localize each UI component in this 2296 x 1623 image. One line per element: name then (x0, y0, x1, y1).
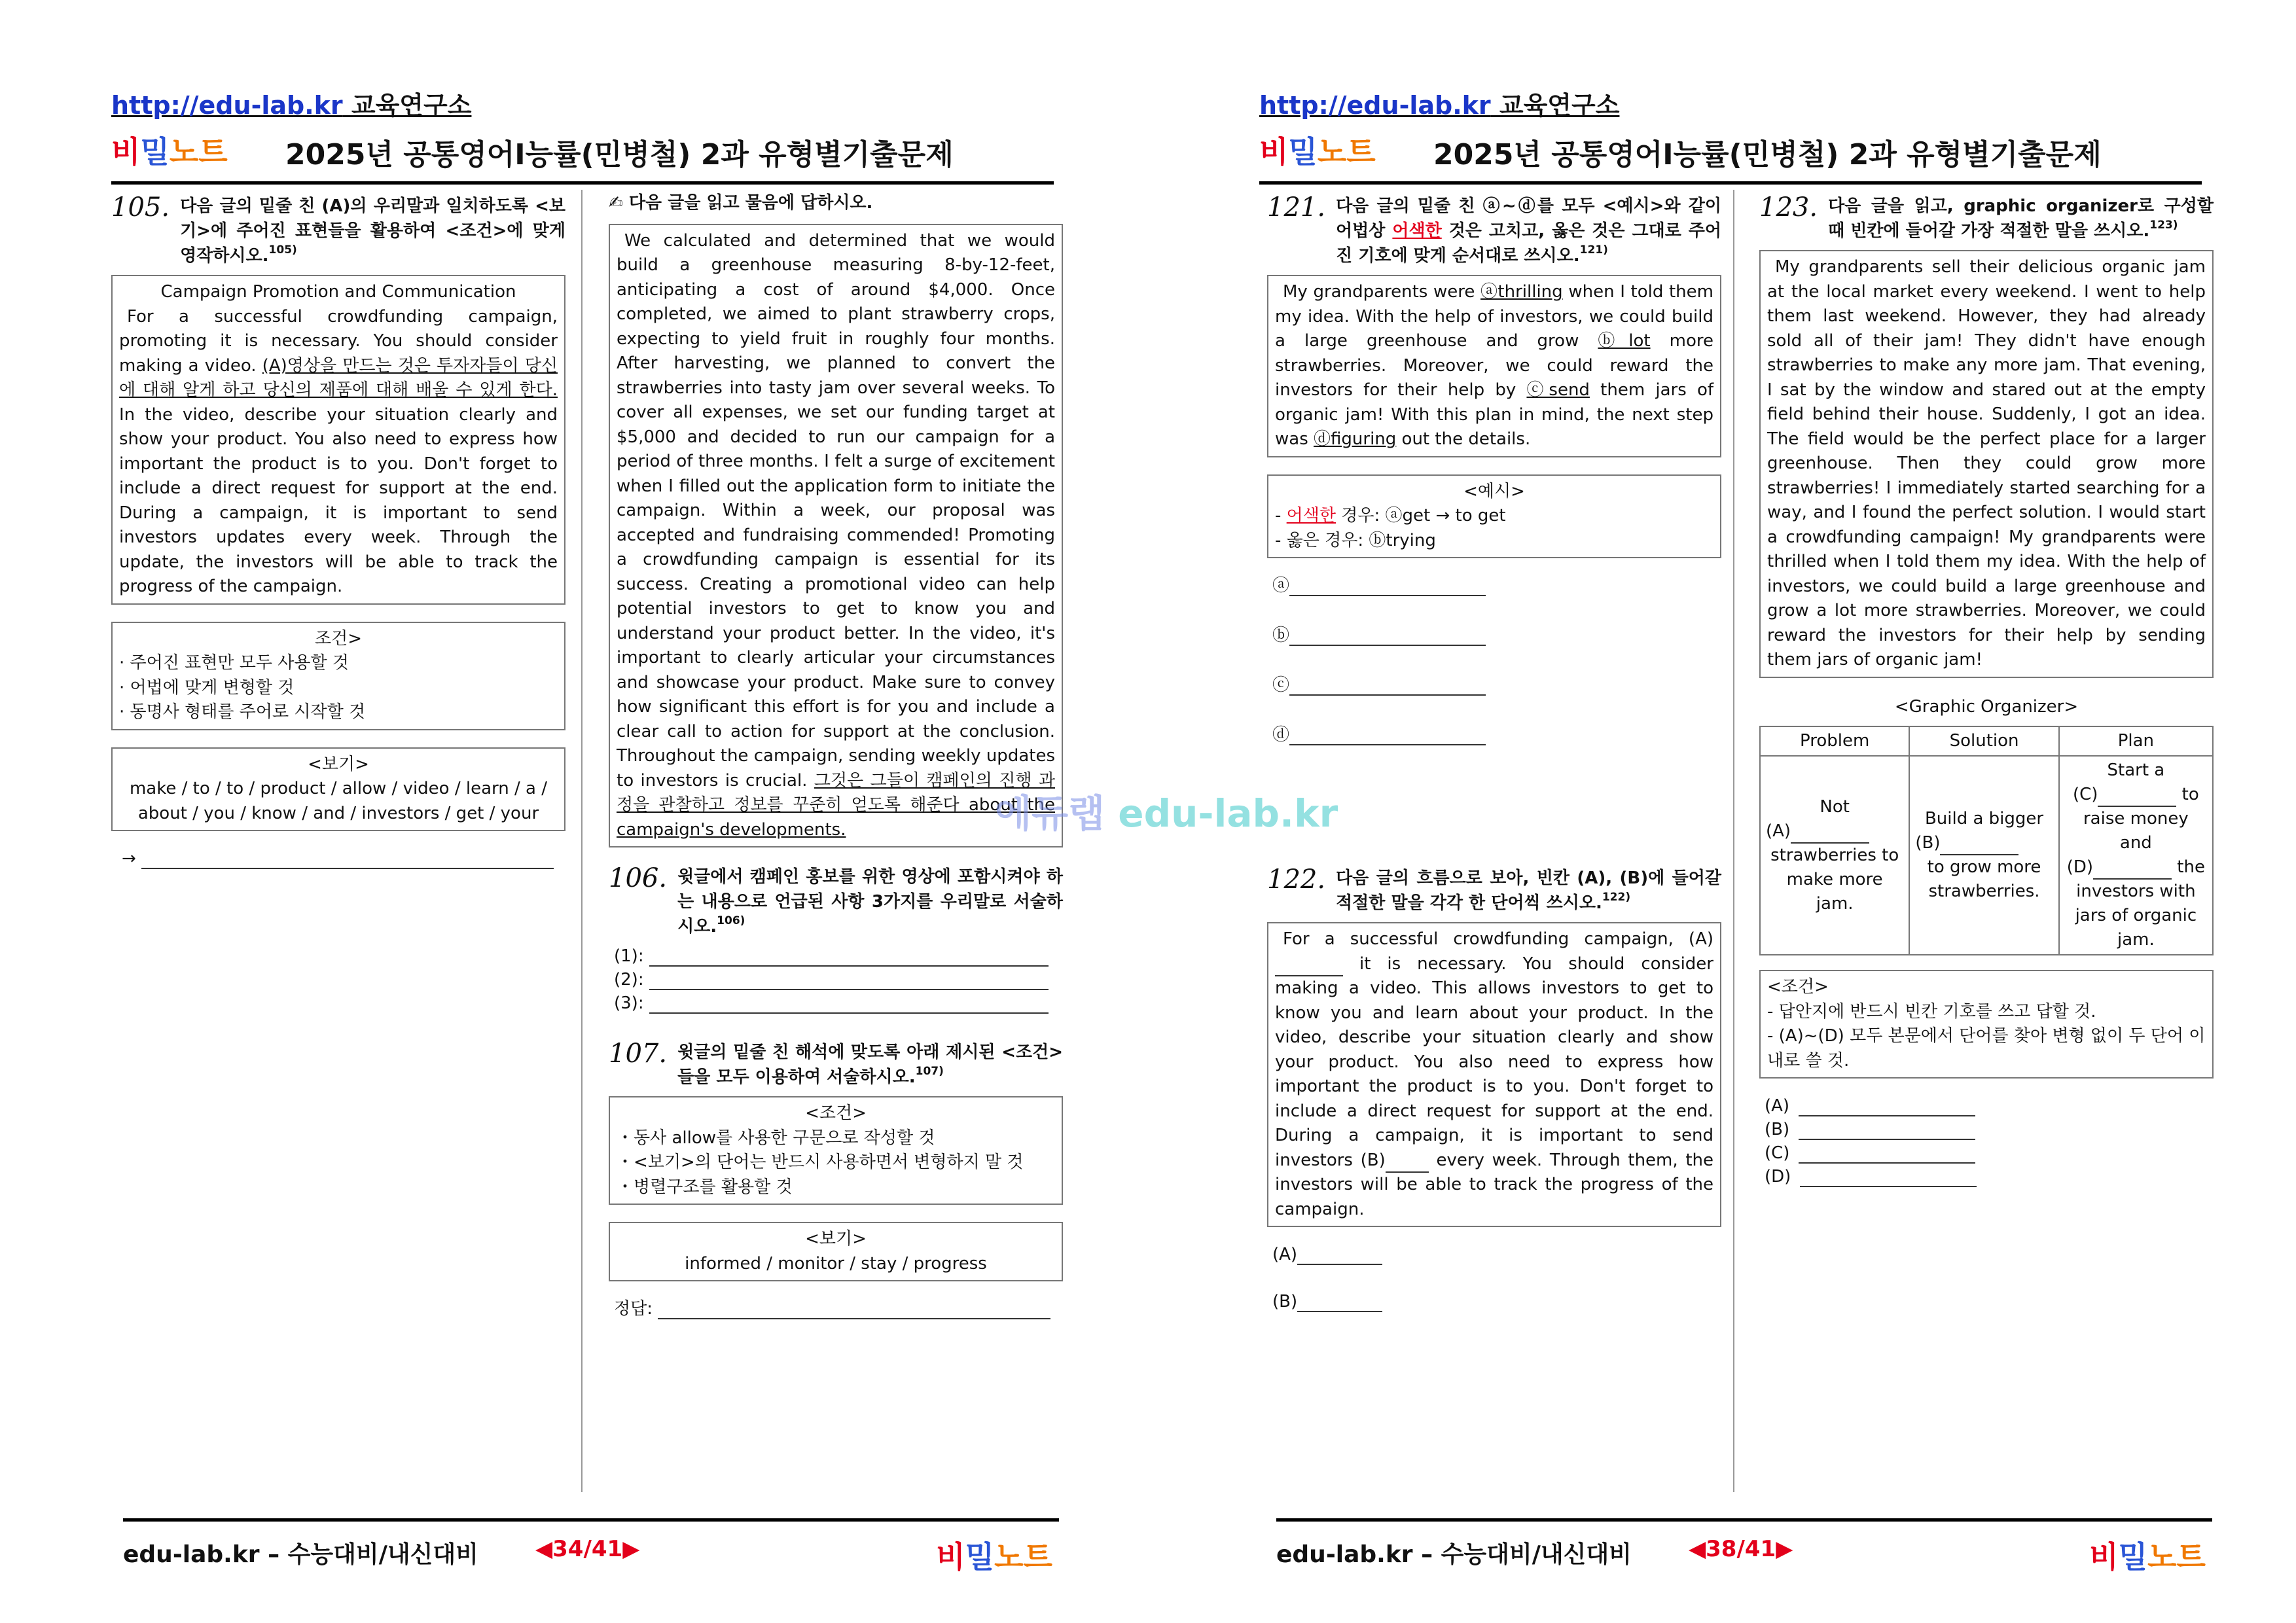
condition-title: <조건> (805, 1103, 867, 1123)
bogi-box (609, 1222, 1063, 1281)
line-label: ⓐ (1272, 576, 1290, 596)
answer-line[interactable] (1765, 1096, 2214, 1116)
answer-line[interactable] (1765, 1143, 2214, 1164)
blank-a[interactable] (1791, 827, 1869, 844)
example-title: <예시> (1463, 481, 1525, 501)
footnote-ref: 106) (717, 914, 745, 927)
instruction: ✍ 다음 글을 읽고 물음에 답하시오. (609, 193, 873, 213)
cell-text: Not (1820, 796, 1850, 817)
passage-part: In the video, describe your situation clearly and show your product. You also need to express how important the product is to you. Don't forget to include a direct request for support at the end. During a campaign, it is important to send investors updates every week. Through the update, the investors will be able to track the progress of the campaign. (119, 404, 558, 596)
condition-item: - 답안지에 반드시 빈칸 기호를 쓰고 답할 것. (1767, 1001, 2096, 1022)
bogi-words: make / to / to / product / allow / video / learn / a / about / you / know / and / investors / get / your (129, 779, 547, 823)
answer-blank[interactable] (1289, 626, 1486, 646)
table-row (1760, 756, 2213, 955)
page-footer (123, 1518, 1059, 1575)
answer-line[interactable] (614, 946, 1063, 967)
example-text: 경우: ⓐget → to get (1336, 506, 1506, 526)
underlined-d: ⓓfiguring (1314, 429, 1397, 449)
footnote-ref: 123) (2149, 219, 2178, 232)
header-plan: Plan (2059, 726, 2213, 756)
line-label: ⓑ (1272, 626, 1290, 645)
line-label: ⓓ (1272, 725, 1290, 745)
answer-line[interactable] (1272, 675, 1721, 696)
graphic-organizer-title: <Graphic Organizer> (1894, 696, 2079, 717)
example-highlight: 어색한 (1286, 506, 1336, 526)
underlined-a: ⓐthrilling (1480, 282, 1563, 302)
brand-char-3: 노트 (994, 1539, 1052, 1575)
page-header (111, 128, 1054, 185)
question-106-header (609, 865, 1063, 939)
cell-text: raise money and (2083, 809, 2189, 853)
passage-part: We calculated and determined that we would build a greenhouse measuring 8-by-12-feet, anticipating a cost of around $4,000. Once completed, we aimed to plant strawberry crops, expecting to yield fruit in roughly four months. After harvesting, we planned to convert the strawberries into tasty jam over several weeks. To cover all expenses, we set our funding target at $5,000 and decided to run our campaign for a period of three months. I felt a surge of excitement when I filled out the application form to initiate the campaign. Within a week, our proposal was accepted and fundraising commended! Promoting a crowdfunding campaign is essential for its success. Creating a promotional video can help potential investors to get to know you and understand your product better. In the video, it's important to clearly articular your circumstances and showcase your product. Make sure to convey how significant this effort is for you and include a clear call to action for support at the conclusion. Throughout the campaign, sending weekly updates to investors is crucial. (617, 230, 1055, 791)
example-item (1275, 504, 1713, 529)
blank-a (1275, 959, 1343, 976)
passage-part: out the details. (1396, 429, 1531, 449)
watermark-korean: 에듀랩 (995, 791, 1119, 836)
condition-box (111, 622, 565, 730)
line-label: (D) (1765, 1167, 1791, 1186)
cell-solution (1909, 756, 2058, 955)
passage-title: Campaign Promotion and Communication (160, 282, 516, 302)
passage-part: more strawberries. Moreover, we could reward the investors for their help by (1275, 331, 1713, 400)
prompt-text: 것은 고치고, 옳은 것은 그대로 주어진 기호에 맞게 순서대로 쓰시오. (1336, 221, 1721, 266)
page-footer (1276, 1518, 2212, 1575)
left-column (1267, 190, 1721, 1312)
brand-logo (111, 134, 228, 169)
blank-label: (D) (2066, 857, 2094, 877)
prompt-text: 다음 글의 흐름으로 보아, 빈칸 (A), (B)에 들어갈 적절한 말을 각각 한 단어씩 쓰시오. (1336, 868, 1721, 913)
answer-line[interactable] (614, 993, 1063, 1014)
brand-char-1: 비 (936, 1539, 965, 1575)
header-problem: Problem (1760, 726, 1909, 756)
line-label: (C) (1765, 1143, 1790, 1163)
cell-text: strawberries to make more jam. (1770, 845, 1899, 914)
passage-part: For a successful crowdfunding campaign, (A) (1283, 929, 1713, 949)
question-number: 121. (1267, 192, 1326, 223)
blank-label: (B) (1915, 833, 1941, 853)
brand-char-1: 비 (111, 134, 141, 169)
answer-blank[interactable] (1289, 676, 1486, 696)
watermark-url: edu-lab.kr (1118, 791, 1338, 836)
bogi-title: <보기> (805, 1229, 867, 1249)
condition-item: · 동명사 형태를 주어로 시작할 것 (119, 702, 366, 722)
brand-char-1: 비 (1259, 134, 1289, 169)
answer-blank[interactable] (1297, 1293, 1382, 1312)
answer-line[interactable] (1272, 1244, 1721, 1265)
question-105-header (111, 194, 565, 268)
line-label: (A) (1272, 1245, 1298, 1264)
answer-line[interactable] (1272, 625, 1721, 646)
question-123-header (1759, 194, 2214, 243)
question-number: 123. (1759, 192, 1818, 223)
passage-part: when I told them my idea. With the help of investors, we could build a large greenhouse and grow (1275, 282, 1713, 351)
prompt-text: 다음 글의 밑줄 친 ⓐ~ⓓ를 모두 <예시>와 같이 어법상 (1336, 196, 1721, 241)
brand-char-1: 비 (2089, 1539, 2119, 1575)
arrow-icon: → (122, 849, 136, 868)
footer-brand (2089, 1533, 2206, 1577)
answer-blank[interactable] (649, 947, 1049, 967)
url-label: 교육연구소 (1490, 91, 1620, 120)
brand-char-2: 밀 (965, 1539, 995, 1575)
footnote-ref: 105) (268, 243, 297, 257)
answer-blank[interactable] (1297, 1245, 1382, 1265)
blank-b[interactable] (1940, 838, 2018, 855)
line-label: (B) (1272, 1292, 1298, 1311)
column-divider (1733, 190, 1734, 1492)
footer-site: edu-lab.kr – 수능대비/내신대비 (123, 1541, 478, 1568)
answer-line[interactable] (1765, 1119, 2214, 1140)
cell-text: to (2176, 785, 2199, 804)
footer-site: edu-lab.kr – 수능대비/내신대비 (1276, 1541, 1632, 1568)
brand-char-3: 노트 (1317, 134, 1376, 169)
question-122-header (1267, 866, 1721, 916)
prompt-text: 윗글의 밑줄 친 해석에 맞도록 아래 제시된 <조건>들을 모두 이용하여 서술하시오. (677, 1043, 1063, 1087)
cell-text: the (2172, 857, 2205, 877)
passage-part: every week. Through them, the investors will be able to track the progress of the campaign. (1275, 1150, 1713, 1219)
bogi-title: <보기> (308, 754, 369, 774)
prompt-text: 윗글에서 캠페인 홍보를 위한 영상에 포함시켜야 하는 내용으로 언급된 사항 3가지를 우리말로 서술하시오. (677, 867, 1063, 936)
answer-blank[interactable] (1289, 577, 1486, 596)
question-107-header (609, 1040, 1063, 1090)
question-prompt (677, 1040, 1063, 1090)
blank-b (1386, 1156, 1429, 1173)
condition-box (609, 1096, 1063, 1205)
answer-blank[interactable] (1799, 1144, 1975, 1164)
answer-line[interactable] (1272, 575, 1721, 596)
answer-blank[interactable] (1799, 1120, 1975, 1140)
passage-box (111, 275, 565, 605)
underlined-c: ⓒsend (1526, 380, 1590, 400)
brand-char-2: 밀 (1288, 134, 1318, 169)
cell-text: Start a (2107, 760, 2165, 780)
answer-line[interactable] (614, 969, 1063, 990)
cell-problem (1760, 756, 1909, 955)
bogi-words: informed / monitor / stay / progress (685, 1253, 987, 1274)
brand-char-3: 노트 (169, 134, 228, 169)
condition-title: 조건> (314, 628, 363, 649)
answer-line[interactable] (1272, 1291, 1721, 1312)
cell-text: investors with jars of organic jam. (2075, 882, 2197, 950)
answer-blank[interactable] (649, 994, 1049, 1014)
line-label: (B) (1765, 1120, 1790, 1139)
passage-text (119, 305, 558, 599)
passage2-box (609, 224, 1063, 848)
condition-item: · 주어진 표현만 모두 사용할 것 (119, 653, 349, 673)
brand-char-2: 밀 (2118, 1539, 2148, 1575)
right-column (1759, 190, 2214, 1190)
url-link[interactable]: http://edu-lab.kr (1259, 91, 1491, 120)
condition-item: ・<보기>의 단어는 반드시 사용하면서 변형하지 말 것 (617, 1152, 1024, 1172)
prompt-text: 다음 글을 읽고, graphic organizer로 구성할 때 빈칸에 들어갈 가장 적절한 말을 쓰시오. (1828, 196, 2214, 241)
graphic-organizer (1759, 726, 2214, 955)
passage-part: My grandparents were (1283, 282, 1481, 302)
url-label: 교육연구소 (342, 91, 472, 120)
condition-item: ・병렬구조를 활용할 것 (617, 1177, 793, 1197)
question-number: 122. (1267, 865, 1326, 895)
brand-logo (1259, 134, 1376, 169)
watermark (995, 783, 1338, 838)
table-header-row (1760, 726, 2213, 756)
cell-text: to grow more strawberries. (1927, 857, 2041, 901)
passage-part: For a successful crowdfunding campaign, promoting it is necessary. You should consider making a video. (119, 306, 558, 376)
question-prompt (1336, 194, 1721, 268)
condition-title: <조건> (1767, 977, 1829, 997)
underlined-a: (A)영상을 만드는 것은 투자자들이 당신에 대해 알게 하고 당신의 제품에 대해 배울 수 있게 한다. (119, 355, 558, 400)
condition-item: - (A)~(D) 모두 본문에서 단어를 찾아 변형 없이 두 단어 이내로 쓸 것. (1767, 1026, 2206, 1071)
answer-blank[interactable] (1289, 726, 1486, 745)
condition-box (1759, 970, 2214, 1079)
right-column (609, 190, 1063, 1329)
cell-plan (2059, 756, 2213, 955)
header-solution: Solution (1909, 726, 2058, 756)
line-label: (2): (614, 970, 644, 990)
page-number[interactable]: ◀38/41▶ (1689, 1536, 1793, 1562)
passage-box (1267, 275, 1721, 457)
condition-item: ・동사 allow를 사용한 구문으로 작성할 것 (617, 1128, 935, 1148)
answer-line[interactable] (1765, 1166, 2214, 1187)
question-121-header (1267, 194, 1721, 268)
left-column (111, 190, 565, 878)
footer-brand (936, 1533, 1052, 1577)
question-prompt (1828, 194, 2214, 243)
example-text: - (1275, 506, 1287, 526)
answer-blank[interactable] (658, 1300, 1050, 1319)
page-header (1259, 128, 2202, 185)
column-divider (581, 190, 583, 1492)
site-url[interactable] (111, 85, 471, 121)
footnote-ref: 107) (915, 1065, 944, 1078)
question-number: 105. (111, 192, 170, 223)
blank-c[interactable] (2098, 790, 2176, 807)
line-label: (3): (614, 993, 644, 1013)
passage-box (1267, 922, 1721, 1227)
url-link[interactable]: http://edu-lab.kr (111, 91, 343, 120)
footnote-ref: 121) (1579, 243, 1608, 257)
question-prompt (1336, 866, 1721, 916)
answer-blank[interactable] (1799, 1097, 1975, 1116)
passage-part: them jars of organic jam! With this plan in mind, the next step was (1275, 380, 1714, 449)
underlined-translation: 그것은 그들이 캠페인의 진행 과정을 관찰하고 정보를 꾸준히 얻도록 해준다 about the campaign's developments. (617, 770, 1055, 840)
example-item: - 옳은 경우: ⓑtrying (1275, 530, 1436, 550)
question-prompt (180, 194, 565, 268)
question-number: 107. (609, 1039, 668, 1069)
underlined-b: ⓑlot (1598, 331, 1651, 351)
page-title: 2025년 공통영어Ⅰ능률(민병철) 2과 유형별기출문제 (1433, 138, 2102, 171)
blank-label: (A) (1766, 821, 1791, 841)
answer-blank[interactable] (141, 849, 554, 869)
blank-label: (C) (2072, 785, 2098, 804)
cell-text: Build a bigger (1924, 809, 2044, 829)
line-label: ⓒ (1272, 675, 1290, 695)
page-title: 2025년 공통영어Ⅰ능률(민병철) 2과 유형별기출문제 (285, 138, 954, 171)
site-url[interactable] (1259, 85, 1619, 121)
footnote-ref: 122) (1602, 891, 1631, 904)
brand-char-3: 노트 (2147, 1539, 2206, 1575)
example-box (1267, 474, 1721, 559)
answer-blank[interactable] (1800, 1168, 1977, 1187)
question-number: 106. (609, 863, 668, 893)
passage-box: My grandparents sell their delicious organic jam at the local market every weekend. I went to help them last weekend. However, they had already sold all of their jam! They didn't have enough strawberries to make any more jam. That evening, I sat by the window and stared out at the empty field behind their house. Suddenly, I got an idea. The field would be the perfect place for a larger greenhouse. Then they could grow more strawberries! I immediately started searching for a way, and I found the perfect solution. I would start a crowdfunding campaign! My grandparents were thrilled when I told them my idea. With the help of investors, we could build a large greenhouse and grow a lot more strawberries. Moreover, we could reward the investors for their help by sending them jars of organic jam! (1759, 250, 2214, 678)
answer-line-105[interactable] (122, 848, 565, 869)
brand-char-2: 밀 (140, 134, 170, 169)
answer-label: 정답: (614, 1299, 653, 1319)
prompt-highlight: 어색한 (1392, 221, 1442, 241)
condition-item: · 어법에 맞게 변형할 것 (119, 677, 295, 698)
answer-blank[interactable] (649, 971, 1049, 990)
passage-part: it is necessary. You should consider making a video. This allows investors to get to know you and learn about your product. In the video, describe your situation clearly and show your product. You also need to express how important the product is to you. Don't forget to include a direct request for support at the end. During a campaign, it is important to send investors (B) (1275, 954, 1713, 1170)
bogi-box (111, 747, 565, 832)
answer-line-107[interactable] (614, 1298, 1063, 1319)
page-number[interactable]: ◀34/41▶ (535, 1536, 640, 1562)
prompt-text: 다음 글의 밑줄 친 (A)의 우리말과 일치하도록 <보기>에 주어진 표현들을 활용하여 <조건>에 맞게 영작하시오. (180, 196, 565, 266)
blank-d[interactable] (2093, 863, 2172, 880)
answer-line[interactable] (1272, 724, 1721, 745)
question-prompt (677, 865, 1063, 939)
line-label: (A) (1765, 1096, 1790, 1116)
line-label: (1): (614, 946, 644, 966)
